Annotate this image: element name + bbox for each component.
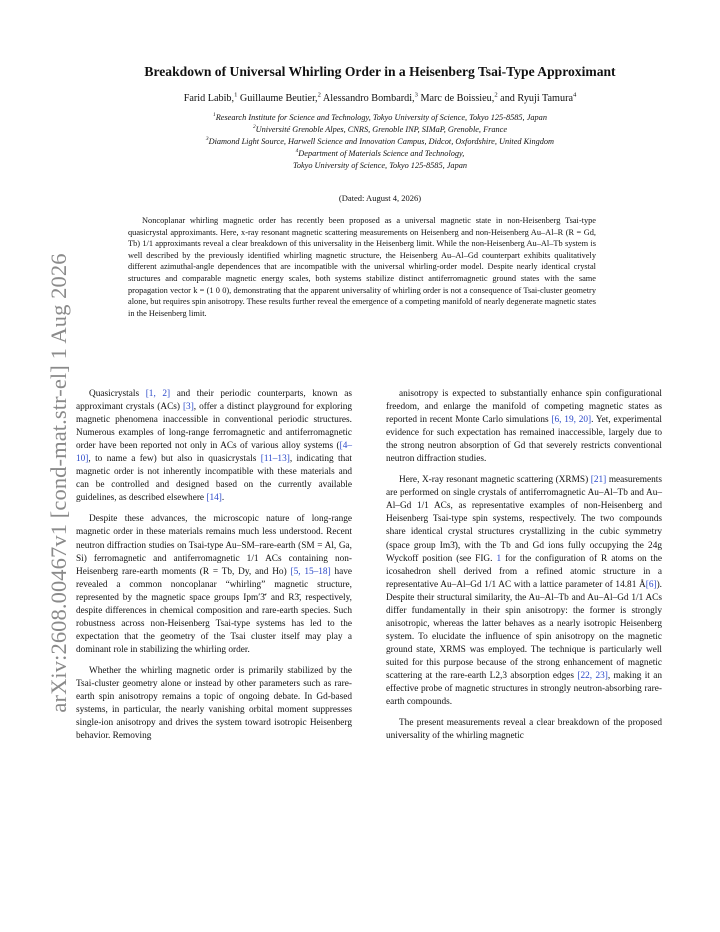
author-affiliation-mark: 2 <box>494 91 498 99</box>
paper-title: Breakdown of Universal Whirling Order in a Heisenberg Tsai-Type Approximant <box>144 64 616 79</box>
citation-link[interactable]: 1 <box>496 553 502 564</box>
author-affiliation-mark: 2 <box>317 91 321 99</box>
citation-link[interactable]: [14] <box>206 493 222 504</box>
citation-link[interactable]: [11–13] <box>260 454 290 465</box>
citation-link[interactable]: [5, 15–18] <box>290 566 331 577</box>
author-list <box>70 93 690 104</box>
abstract: Noncoplanar whirling magnetic order has recently been proposed as a universal magnetic state in non-Heisenberg Tsai-type quasicrystal approximants. Here, x-ray resonant magnetic scattering measurements on Heisenberg and non-Heisenberg Au–Al–R (R = Gd, Tb) 1/1 approximants reveal a clear breakdown of this universality in the Heisenberg limit. While the non-Heisenberg Au–Al–Tb system is well described by the previously identified whirling magnetic structure, the Heisenberg Au–Al–Gd counterpart exhibits qualitatively different azimuthal-angle dependences that are incompatible with the universal whirling-order model. Despite nearly identical crystal structures and comparable magnetic energy scales, both systems stabilize distinct antiferromagnetic ground states with the same propagation vector k = (1 0 0), demonstrating that the apparent universality of whirling order is not a consequence of Tsai-cluster geometry alone, but requires spin anisotropy. These results further reveal the emergence of a competing manifold of nearly degenerate magnetic states in the Heisenberg limit. <box>128 216 596 318</box>
author-affiliation-mark: 1 <box>234 91 238 99</box>
body-paragraph: Here, X-ray resonant magnetic scattering (XRMS) [21] measurements are performed on single crystals of antiferromagnetic Au–Al–Tb and Au–Al–Gd 1/1 ACs, as representative examples of non-Heisenberg and Heisenberg Tsai-type spin systems, respectively. The two compounds share identical crystal structures crystallizing in the cubic symmetry (space group Im3̄), with the Tb and Gd ions fully occupying the 24g Wyckoff position (see FIG. 1 for the configuration of R atoms on the icosahedron shell derived from a refined atomic structure in a representative Au–Al–Gd 1/1 AC with a lattice parameter of 14.81 Å[6]). Despite their structural similarity, the Au–Al–Tb and Au–Al–Gd 1/1 ACs differ fundamentally in their spin anisotropy: the former is strongly anisotropic, whereas the latter behaves as a nearly isotropic Heisenberg system. To elucidate the influence of spin anisotropy on the magnetic ground state, XRMS was employed. The technique is particularly well suited for this purpose because of the strong enhancement of magnetic scattering at the rare-earth L2,3 absorption edges [22, 23], making it an effective probe of magnetic structures in strongly neutron-absorbing rare-earth compounds. <box>386 475 663 708</box>
body-paragraph: anisotropy is expected to substantially enhance spin configurational freedom, and enlarge the manifold of competing magnetic states as reported in recent Monte Carlo simulations [6, 19, 20]. Yet, experimental evidence for such expectation has remained inaccessible, largely due to the strong neutron absorption of Gd that severely restricts conventional neutron diffraction studies. <box>386 389 662 465</box>
author-name: and Ryuji Tamura <box>500 93 573 104</box>
author-name: Alessandro Bombardi, <box>322 93 415 104</box>
author-affiliation-mark: 3 <box>414 91 418 99</box>
citation-link[interactable]: [3] <box>182 402 194 413</box>
author-name: Marc de Boissieu, <box>420 93 495 104</box>
citation-link[interactable]: [1, 2] <box>145 389 171 399</box>
citation-link[interactable]: [6] <box>645 579 657 590</box>
affiliation: $^2$Université Grenoble Alpes, CNRS, Grenoble INP, SIMaP, Grenoble, France <box>252 124 508 134</box>
body-paragraph: Whether the whirling magnetic order is primarily stabilized by the Tsai-cluster geometry alone or instead by other parameters such as rare-earth spin anisotropy remains a topic of ongoing debate. In Gd-based systems, in particular, the nearly vanishing orbital moment suppresses single-ion anisotropy and drives the system toward isotropic Heisenberg behavior. Removing <box>76 665 352 742</box>
citation-link[interactable]: [6, 19, 20] <box>551 415 592 426</box>
citation-link[interactable]: [22, 23] <box>577 670 608 681</box>
author-name: Guillaume Beutier, <box>239 93 318 104</box>
arxiv-identifier: arXiv:2608.00467v1 [cond-mat.str-el] 1 Aug 2026 <box>46 253 71 713</box>
right-column <box>386 388 662 743</box>
citation-link[interactable]: [4–10] <box>76 441 352 465</box>
affiliation: Tokyo University of Science, Tokyo 125-8585, Japan <box>292 161 468 170</box>
body-paragraph: Despite these advances, the microscopic nature of long-range magnetic order in these materials remains much less understood. Recent neutron diffraction studies on Tsai-type Au–SM–rare-earth (SM = Al, Ga, Si) ferromagnetic and antiferromagnetic 1/1 ACs containing non-Heisenberg rare-earth moments (R = Tb, Dy, and Ho) [5, 15–18] have revealed a common noncoplanar “whirling” magnetic structure, represented by the magnetic space groups Ipm′3̄′ and R3̄, respectively, despite differences in chemical composition and rare-earth species. Such robustness across non-Heisenberg Tsai-type systems has led to the expectation that the geometry of the Tsai cluster itself may play a dominant role in stabilizing the whirling order. <box>76 514 353 655</box>
arxiv-sidebar-stamp <box>14 30 71 910</box>
left-column <box>76 388 352 743</box>
affiliation: $^1$Research Institute for Science and Technology, Tokyo University of Science, Tokyo 125-8585, Japan <box>213 112 547 122</box>
affiliation-list <box>70 112 690 172</box>
dated-line: (Dated: August 4, 2026) <box>338 193 422 203</box>
citation-link[interactable]: [21] <box>590 475 607 486</box>
author-name: Farid Labib, <box>183 93 235 104</box>
body-paragraph: The present measurements reveal a clear breakdown of the proposed universality of the whirling magnetic <box>386 718 662 742</box>
affiliation: $^3$Diamond Light Source, Harwell Science and Innovation Campus, Didcot, Oxfordshire, United Kingdom <box>205 136 555 146</box>
body-paragraph: Quasicrystals [1, 2] and their periodic counterparts, known as approximant crystals (ACs) [3], offer a distinct playground for exploring magnetic phenomena inaccessible in conventional periodic structures. Numerous examples of long-range ferromagnetic and antiferromagnetic order have been reported not only in ACs of various alloy systems ([4–10], to name a few) but also in quasicrystals [11–13], indicating that magnetic order is not inherently incompatible with these materials and can be controlled and designed based on the currently available guidelines, as described elsewhere [14]. <box>76 389 352 504</box>
affiliation: $^4$Department of Materials Science and Technology, <box>295 148 465 158</box>
author-affiliation-mark: 4 <box>573 91 577 99</box>
